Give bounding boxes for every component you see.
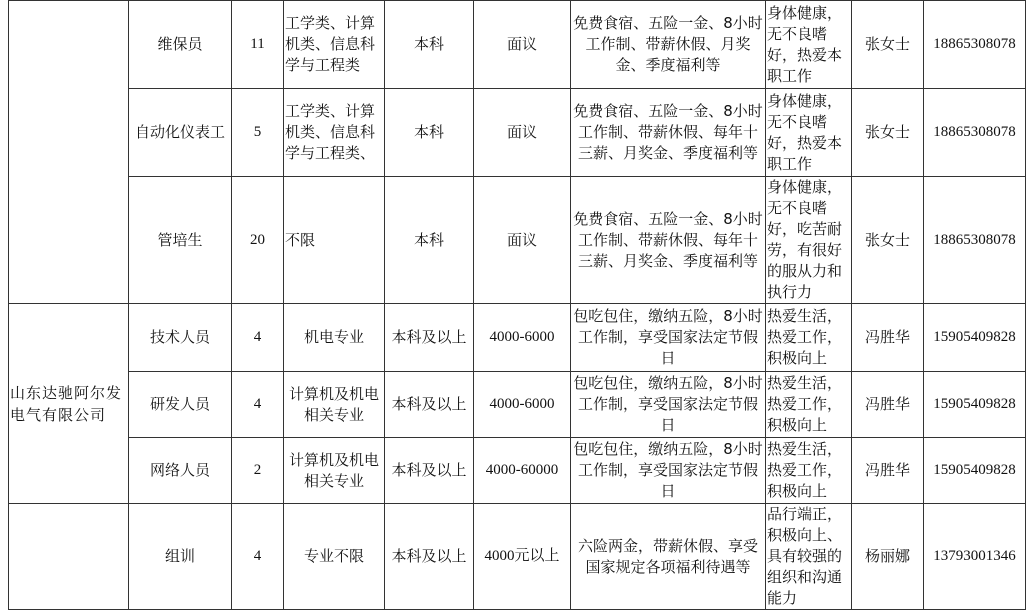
- benefits-cell: 包吃包住，缴纳五险，8小时工作制，享受国家法定节假日: [571, 438, 766, 504]
- salary-cell: 4000-6000: [474, 372, 571, 438]
- contact-cell: 冯胜华: [852, 372, 924, 438]
- requirements-cell: 身体健康，无不良嗜好，热爱本职工作: [766, 89, 852, 177]
- benefits-cell: 免费食宿、五险一金、8小时工作制、带薪休假、每年十三薪、月奖金、季度福利等: [571, 177, 766, 304]
- count-cell: 4: [232, 304, 284, 372]
- requirements-cell: 热爱生活，热爱工作，积极向上: [766, 438, 852, 504]
- count-cell: 4: [232, 372, 284, 438]
- salary-cell: 面议: [474, 1, 571, 89]
- requirements-cell: 热爱生活，热爱工作，积极向上: [766, 304, 852, 372]
- contact-cell: 张女士: [852, 1, 924, 89]
- company-cell: [9, 504, 129, 610]
- position-cell: 管培生: [129, 177, 232, 304]
- position-cell: 网络人员: [129, 438, 232, 504]
- contact-cell: 杨丽娜: [852, 504, 924, 610]
- education-cell: 本科及以上: [385, 372, 474, 438]
- salary-cell: 4000-6000: [474, 304, 571, 372]
- phone-cell: 18865308078: [924, 1, 1026, 89]
- benefits-cell: 六险两金，带薪休假、享受国家规定各项福利待遇等: [571, 504, 766, 610]
- phone-cell: 15905409828: [924, 372, 1026, 438]
- major-cell: 机电专业: [284, 304, 385, 372]
- education-cell: 本科及以上: [385, 438, 474, 504]
- requirements-cell: 身体健康，无不良嗜好，热爱本职工作: [766, 1, 852, 89]
- count-cell: 4: [232, 504, 284, 610]
- major-cell: 工学类、计算机类、信息科学与工程类、: [284, 89, 385, 177]
- job-listing-table: [8, 0, 1026, 610]
- position-cell: 组训: [129, 504, 232, 610]
- phone-cell: 13793001346: [924, 504, 1026, 610]
- benefits-cell: 免费食宿、五险一金、8小时工作制、带薪休假、每年十三薪、月奖金、季度福利等: [571, 89, 766, 177]
- major-cell: 计算机及机电相关专业: [284, 372, 385, 438]
- contact-cell: 张女士: [852, 177, 924, 304]
- company-cell: [9, 1, 129, 304]
- position-cell: 自动化仪表工: [129, 89, 232, 177]
- education-cell: 本科及以上: [385, 304, 474, 372]
- salary-cell: 面议: [474, 89, 571, 177]
- table-row: [9, 504, 1026, 610]
- major-cell: 工学类、计算机类、信息科学与工程类: [284, 1, 385, 89]
- benefits-cell: 包吃包住，缴纳五险，8小时工作制，享受国家法定节假日: [571, 372, 766, 438]
- count-cell: 5: [232, 89, 284, 177]
- count-cell: 20: [232, 177, 284, 304]
- salary-cell: 4000-60000: [474, 438, 571, 504]
- position-cell: 维保员: [129, 1, 232, 89]
- education-cell: 本科: [385, 1, 474, 89]
- benefits-cell: 免费食宿、五险一金、8小时工作制、带薪休假、月奖金、季度福利等: [571, 1, 766, 89]
- position-cell: 研发人员: [129, 372, 232, 438]
- requirements-cell: 热爱生活，热爱工作，积极向上: [766, 372, 852, 438]
- phone-cell: 18865308078: [924, 177, 1026, 304]
- phone-cell: 15905409828: [924, 304, 1026, 372]
- phone-cell: 15905409828: [924, 438, 1026, 504]
- company-cell: 山东达驰阿尔发电气有限公司: [9, 304, 129, 504]
- phone-cell: 18865308078: [924, 89, 1026, 177]
- count-cell: 2: [232, 438, 284, 504]
- major-cell: 计算机及机电相关专业: [284, 438, 385, 504]
- position-cell: 技术人员: [129, 304, 232, 372]
- salary-cell: 面议: [474, 177, 571, 304]
- table-row: [9, 438, 1026, 504]
- benefits-cell: 包吃包住，缴纳五险，8小时工作制，享受国家法定节假日: [571, 304, 766, 372]
- major-cell: 不限: [284, 177, 385, 304]
- salary-cell: 4000元以上: [474, 504, 571, 610]
- major-cell: 专业不限: [284, 504, 385, 610]
- table-row: [9, 1, 1026, 89]
- table-row: [9, 304, 1026, 372]
- table-row: [9, 372, 1026, 438]
- contact-cell: 冯胜华: [852, 438, 924, 504]
- requirements-cell: 品行端正，积极向上、具有较强的组织和沟通能力: [766, 504, 852, 610]
- education-cell: 本科: [385, 89, 474, 177]
- education-cell: 本科: [385, 177, 474, 304]
- table-row: [9, 89, 1026, 177]
- requirements-cell: 身体健康，无不良嗜好，吃苦耐劳，有很好的服从力和执行力: [766, 177, 852, 304]
- table-row: [9, 177, 1026, 304]
- contact-cell: 张女士: [852, 89, 924, 177]
- count-cell: 11: [232, 1, 284, 89]
- education-cell: 本科及以上: [385, 504, 474, 610]
- contact-cell: 冯胜华: [852, 304, 924, 372]
